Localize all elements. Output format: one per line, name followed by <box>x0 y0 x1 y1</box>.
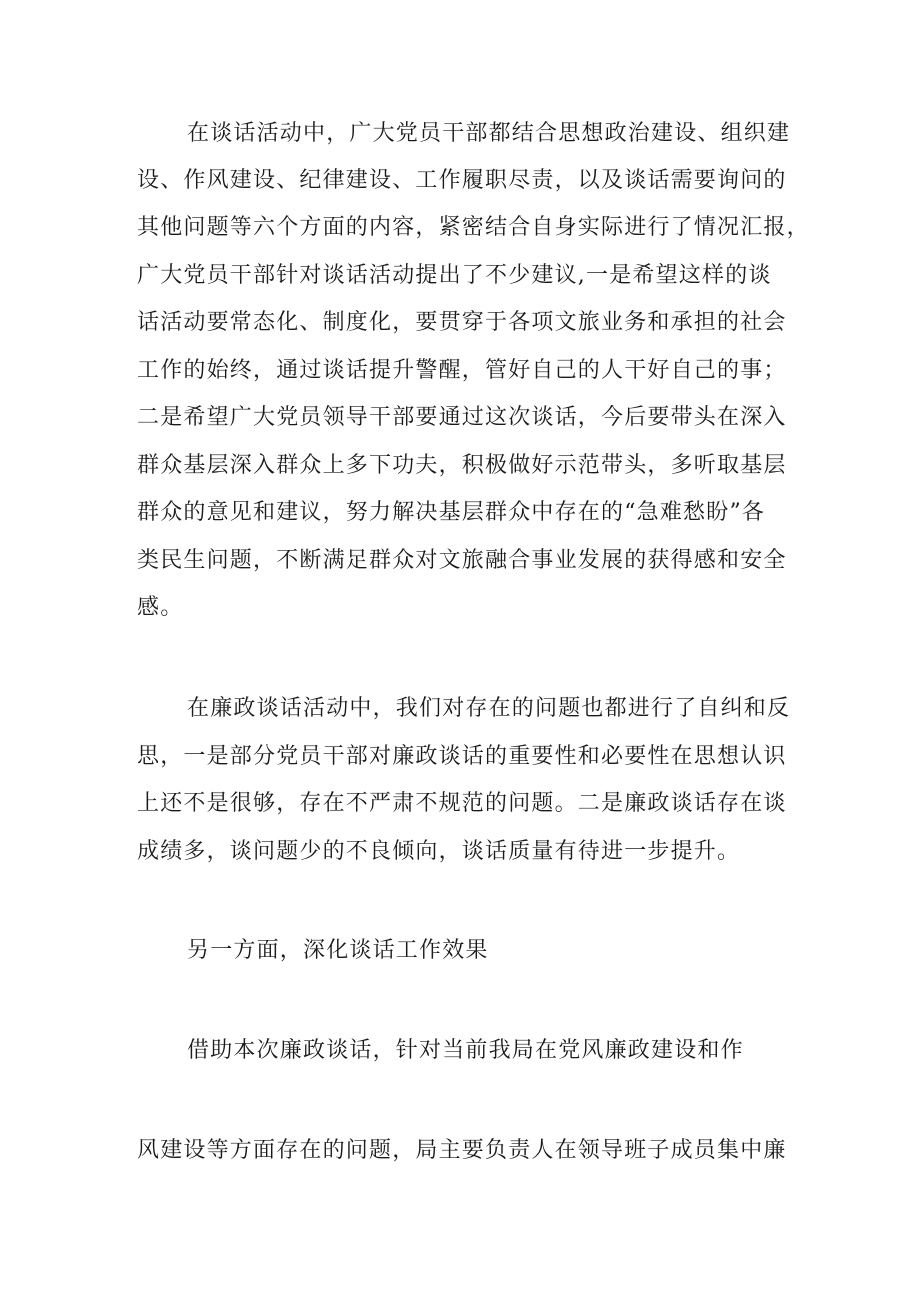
paragraph-3-line-1: 借助本次廉政谈话，针对当前我局在党风廉政建设和作 <box>187 1038 744 1063</box>
paragraph-1-line-7: 二是希望广大党员领导干部要通过这次谈话，今后要带头在深入 <box>137 405 787 430</box>
paragraph-1-line-1: 在谈话活动中，广大党员干部都结合思想政治建设、组织建 <box>187 121 791 146</box>
paragraph-2-line-4: 成绩多，谈问题少的不良倾向，谈话质量有待进一步提升。 <box>137 839 741 864</box>
paragraph-1-line-6: 工作的始终，通过谈话提升警醒，管好自己的人干好自己的事； <box>137 358 787 383</box>
paragraph-4-line-1: 风建设等方面存在的问题，局主要负责人在领导班子成员集中廉 <box>137 1138 787 1163</box>
paragraph-2-line-2: 思，一是部分党员干部对廉政谈话的重要性和必要性在思想认识 <box>137 744 787 769</box>
paragraph-2-line-1: 在廉政谈话活动中，我们对存在的问题也都进行了自纠和反 <box>187 696 791 721</box>
paragraph-2-line-3: 上还不是很够，存在不严肃不规范的问题。二是廉政谈话存在谈 <box>137 791 787 816</box>
paragraph-1-line-9: 群众的意见和建议，努力解决基层群众中存在的“急难愁盼”各 <box>137 500 766 525</box>
paragraph-1-line-11: 感。 <box>137 595 184 620</box>
paragraph-1-line-5: 话活动要常态化、制度化，要贯穿于各项文旅业务和承担的社会 <box>137 310 787 335</box>
paragraph-1-line-3: 其他问题等六个方面的内容，紧密结合自身实际进行了情况汇报， <box>137 215 810 240</box>
paragraph-1-line-4: 广大党员干部针对谈话活动提出了不少建议,一是希望这样的谈 <box>137 263 772 288</box>
paragraph-1-line-2: 设、作风建设、纪律建设、工作履职尽责，以及谈话需要询问的 <box>137 168 787 193</box>
paragraph-1-line-8: 群众基层深入群众上多下功夫，积极做好示范带头，多听取基层 <box>137 453 787 478</box>
paragraph-1-line-10: 类民生问题，不断满足群众对文旅融合事业发展的获得感和安全 <box>137 548 787 573</box>
section-heading: 另一方面，深化谈话工作效果 <box>187 938 489 963</box>
